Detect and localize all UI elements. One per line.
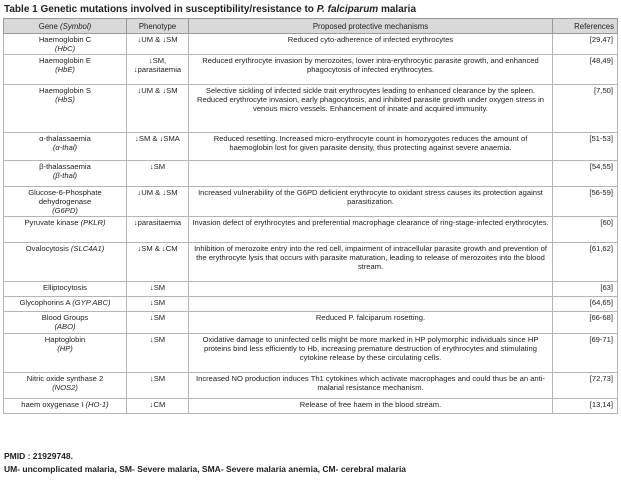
table-row — [4, 312, 618, 334]
table-row — [4, 334, 618, 373]
reference-cell: [60] — [553, 217, 618, 243]
mechanism-cell: Reduced P. falciparum rosetting. — [189, 312, 553, 334]
reference-cell: [61,62] — [553, 243, 618, 282]
phenotype-cell: ↓SM, ↓parasitaemia — [127, 55, 189, 85]
reference-cell: [54,55] — [553, 161, 618, 187]
header-references: References — [553, 19, 618, 34]
table-row — [4, 161, 618, 187]
mechanism-cell — [189, 297, 553, 312]
abbreviations-note: UM- uncomplicated malaria, SM- Severe malaria, SMA- Severe malaria anemia, CM- cerebral malaria — [4, 464, 407, 474]
mechanism-cell: Reduced cyto-adherence of infected erythrocytes — [189, 34, 553, 55]
gene-cell: Elliptocytosis — [4, 282, 127, 297]
reference-cell: [66-68] — [553, 312, 618, 334]
mechanism-cell: Selective sickling of infected sickle trait erythrocytes leading to enhanced clearance by the spleen. Reduced erythrocyte invasion, early phagocytosis, and inhibited parasite growth under oxygen stress in venous micro vessels. Enhancement of innate and acquired immunity. — [189, 85, 553, 133]
mechanism-cell: Invasion defect of erythrocytes and preferential macrophage clearance of ring-stage-infected erythrocytes. — [189, 217, 553, 243]
mechanism-cell: Reduced erythrocyte invasion by merozoites, lower intra-erythrocytic parasite growth, and enhanced phagocytosis of infected erythrocytes. — [189, 55, 553, 85]
reference-cell: [51-53] — [553, 133, 618, 161]
phenotype-cell: ↓parasitaemia — [127, 217, 189, 243]
mechanism-cell: Inhibition of merozoite entry into the red cell, impairment of intracellular parasite growth and prevention of the erythrocyte lysis that occurs with parasite maturation, leading to release of merozoites into the blood stream. — [189, 243, 553, 282]
reference-cell: [64,65] — [553, 297, 618, 312]
gene-cell: Glycophorins A (GYP ABC) — [4, 297, 127, 312]
mechanism-cell: Increased NO production induces Th1 cytokines which activate macrophages and could thus be an anti-malarial resistance mechanism. — [189, 373, 553, 399]
header-gene: Gene (Symbol) — [4, 19, 127, 34]
phenotype-cell: ↓SM & ↓CM — [127, 243, 189, 282]
gene-cell: Haemoglobin C (HbC) — [4, 34, 127, 55]
phenotype-cell: ↓UM & ↓SM — [127, 34, 189, 55]
phenotype-cell: ↓SM — [127, 334, 189, 373]
mechanism-cell — [189, 282, 553, 297]
table-row — [4, 187, 618, 217]
table-row — [4, 85, 618, 133]
reference-cell: [48,49] — [553, 55, 618, 85]
reference-cell: [69-71] — [553, 334, 618, 373]
phenotype-cell: ↓SM & ↓SMA — [127, 133, 189, 161]
table-row — [4, 399, 618, 414]
phenotype-cell: ↓UM & ↓SM — [127, 85, 189, 133]
table-title: Table 1 Genetic mutations involved in susceptibility/resistance to P. falciparum malaria — [4, 4, 417, 15]
phenotype-cell: ↓SM — [127, 161, 189, 187]
table-row — [4, 282, 618, 297]
gene-cell: α-thalassaemia (α-thal) — [4, 133, 127, 161]
gene-cell: Pyruvate kinase (PKLR) — [4, 217, 127, 243]
gene-cell: haem oxygenase I (HO-1) — [4, 399, 127, 414]
phenotype-cell: ↓UM & ↓SM — [127, 187, 189, 217]
phenotype-cell: ↓SM — [127, 373, 189, 399]
phenotype-cell: ↓SM — [127, 312, 189, 334]
reference-cell: [63] — [553, 282, 618, 297]
table-row — [4, 243, 618, 282]
reference-cell: [29,47] — [553, 34, 618, 55]
gene-cell: Glucose-6-Phosphate dehydrogenase (G6PD) — [4, 187, 127, 217]
table-row — [4, 217, 618, 243]
gene-cell: Haemoglobin E (HbE) — [4, 55, 127, 85]
mechanism-cell — [189, 161, 553, 187]
mechanism-cell: Increased vulnerability of the G6PD deficient erythrocyte to oxidant stress causes its protection against parasitization. — [189, 187, 553, 217]
gene-cell: Haemoglobin S (HbS) — [4, 85, 127, 133]
gene-cell: Nitric oxide synthase 2 (NOS2) — [4, 373, 127, 399]
gene-cell: Haptoglobin (HP) — [4, 334, 127, 373]
table-header-row — [4, 19, 618, 34]
reference-cell: [56-59] — [553, 187, 618, 217]
table-row — [4, 34, 618, 55]
pmid-note: PMID : 21929748. — [4, 451, 73, 461]
mutations-table — [3, 18, 618, 414]
phenotype-cell: ↓SM — [127, 282, 189, 297]
table-row — [4, 297, 618, 312]
table-row — [4, 373, 618, 399]
mechanism-cell: Release of free haem in the blood stream. — [189, 399, 553, 414]
header-mechanisms: Proposed protective mechanisms — [189, 19, 553, 34]
gene-cell: Blood Groups (ABO) — [4, 312, 127, 334]
gene-cell: Ovalocytosis (SLC4A1) — [4, 243, 127, 282]
phenotype-cell: ↓CM — [127, 399, 189, 414]
mechanism-cell: Oxidative damage to uninfected cells might be more marked in HP polymorphic individuals since HP proteins bind less efficiently to Hb, increasing premature destruction of erythrocytes and stimulating cytokine release by these circulating cells. — [189, 334, 553, 373]
reference-cell: [7,50] — [553, 85, 618, 133]
header-phenotype: Phenotype — [127, 19, 189, 34]
reference-cell: [72,73] — [553, 373, 618, 399]
reference-cell: [13,14] — [553, 399, 618, 414]
phenotype-cell: ↓SM — [127, 297, 189, 312]
gene-cell: β-thalassaemia (β-thal) — [4, 161, 127, 187]
table-row — [4, 55, 618, 85]
mechanism-cell: Reduced resetting. Increased micro-erythrocyte count in homozygotes reduces the amount of haemoglobin lost for given parasite density, thus protecting against severe anaemia. — [189, 133, 553, 161]
table-row — [4, 133, 618, 161]
